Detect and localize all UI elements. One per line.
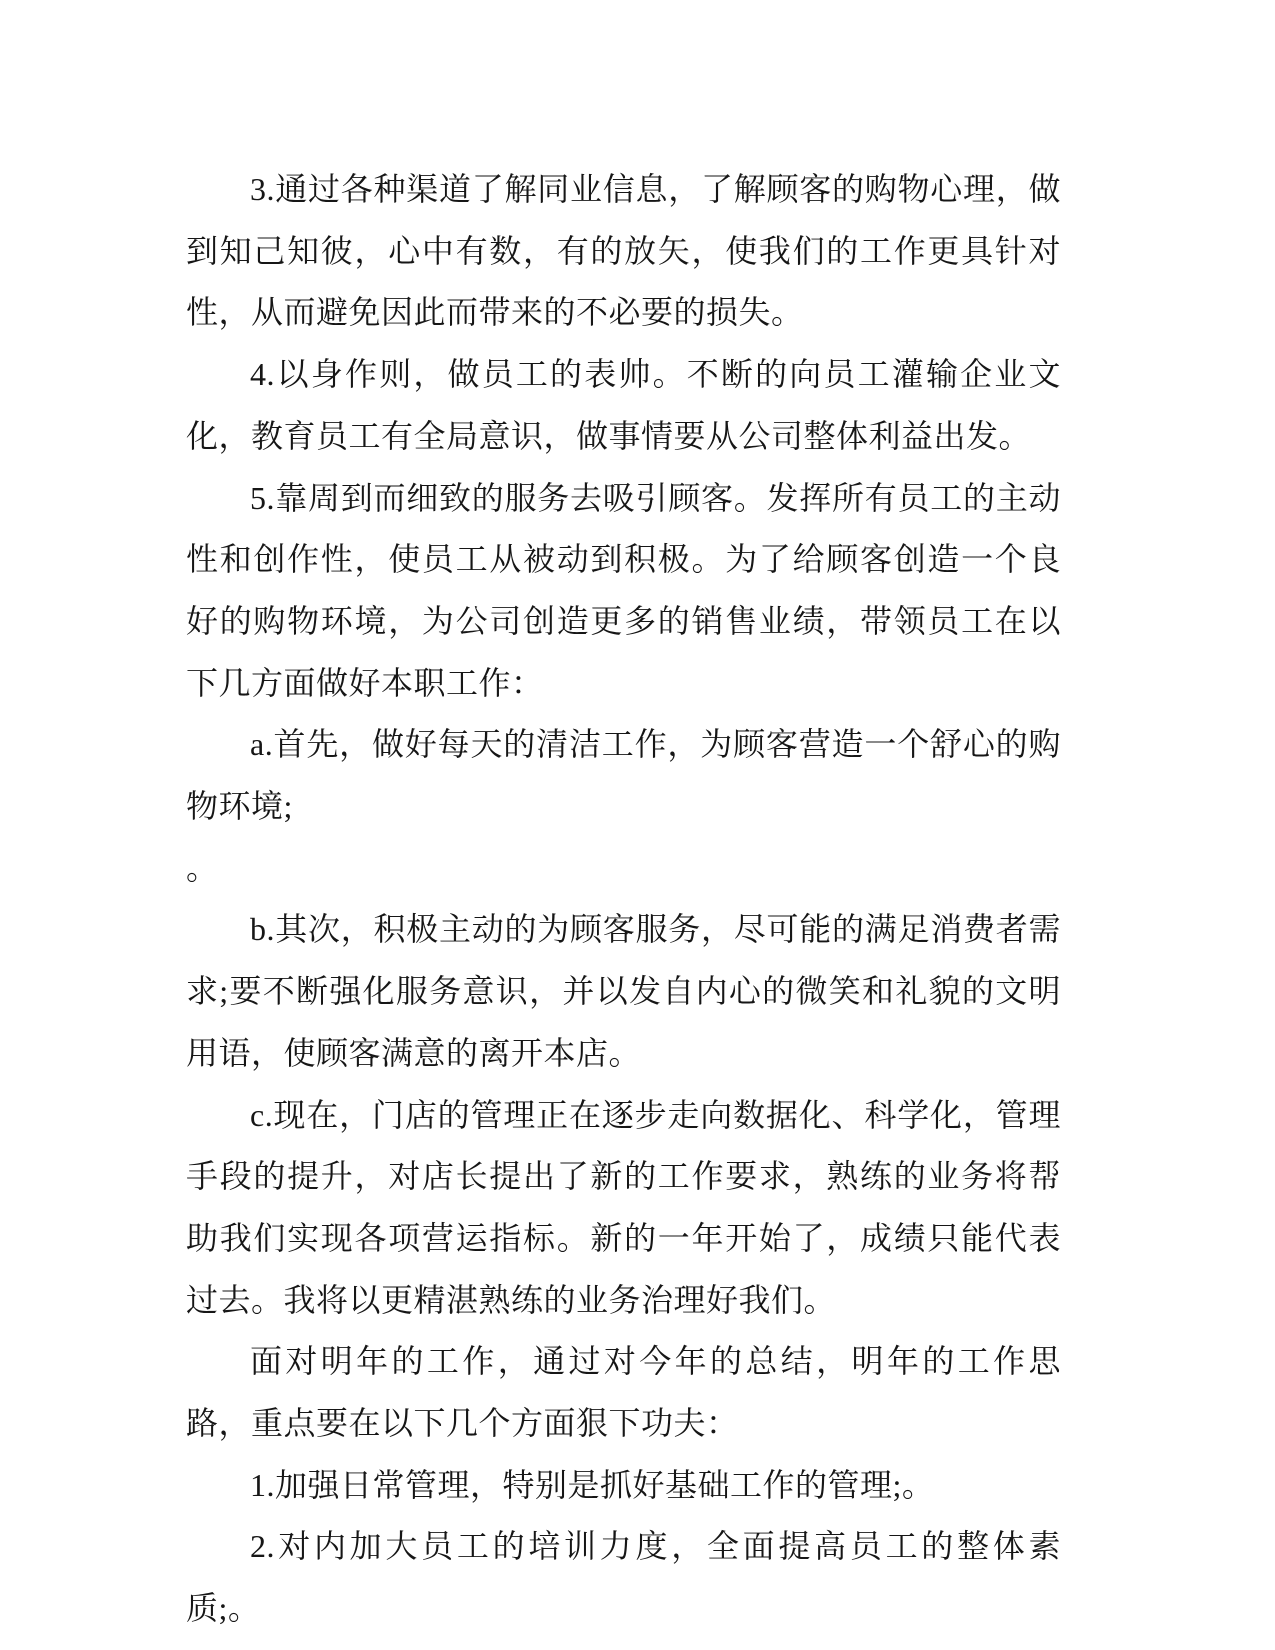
paragraph-item-3: 3.通过各种渠道了解同业信息，了解顾客的购物心理，做到知己知彼，心中有数，有的放矢，使我们的工作更具针对性，从而避免因此而带来的不必要的损失。 [186,171,1061,331]
paragraph-plan-item-2: 2.对内加大员工的培训力度，全面提高员工的整体素质;。 [186,1528,1061,1627]
paragraph-plan-item-1: 1.加强日常管理，特别是抓好基础工作的管理;。 [250,1466,935,1503]
paragraph-item-a: a.首先，做好每天的清洁工作，为顾客营造一个舒心的购物环境; [186,726,1061,825]
paragraph-item-b: b.其次，积极主动的为顾客服务，尽可能的满足消费者需求;要不断强化服务意识，并以发自内心的微笑和礼貌的文明用语，使顾客满意的离开本店。 [186,911,1061,1071]
paragraph-next-year-plan: 面对明年的工作，通过对今年的总结，明年的工作思路，重点要在以下几个方面狠下功夫： [186,1343,1061,1442]
paragraph-item-c: c.现在，门店的管理正在逐步走向数据化、科学化，管理手段的提升，对店长提出了新的工作要求，熟练的业务将帮助我们实现各项营运指标。新的一年开始了，成绩只能代表过去。我将以更精湛熟练的业务治理好我们。 [186,1096,1061,1318]
document-page [186,159,1061,1640]
paragraph-item-4: 4.以身作则，做员工的表帅。不断的向员工灌输企业文化，教育员工有全局意识，做事情要从公司整体利益出发。 [186,356,1061,454]
paragraph-stray-period: 。 [186,849,219,886]
paragraph-item-5: 5.靠周到而细致的服务去吸引顾客。发挥所有员工的主动性和创作性，使员工从被动到积极。为了给顾客创造一个良好的购物环境，为公司创造更多的销售业绩，带领员工在以下几方面做好本职工作： [186,479,1061,701]
